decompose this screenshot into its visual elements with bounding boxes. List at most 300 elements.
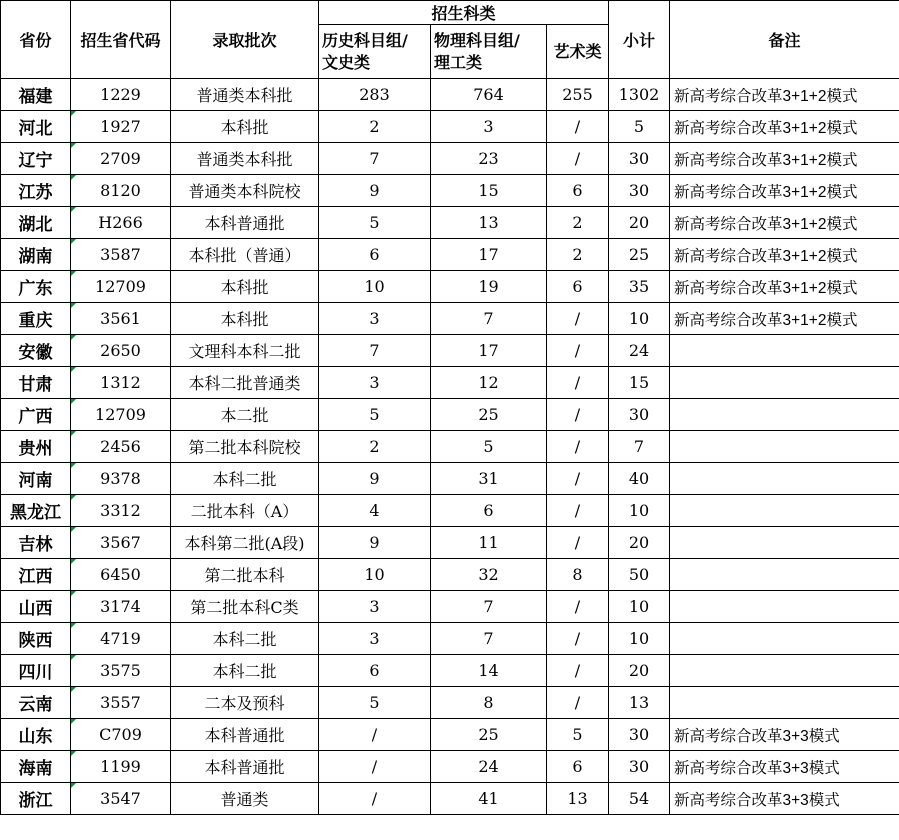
batch-cell — [171, 751, 319, 783]
batch-cell — [171, 463, 319, 495]
note-cell — [670, 175, 899, 207]
art-cell-text: / — [574, 469, 581, 488]
province-cell-text: 山东 — [18, 727, 53, 747]
subtotal-cell — [609, 751, 670, 783]
history-cell — [319, 335, 431, 367]
header-physics-line1: 物理科目组/ — [434, 30, 520, 50]
batch-cell-text: 二本及预科 — [204, 694, 285, 713]
note-cell — [670, 335, 899, 367]
code-cell-text: 1312 — [100, 373, 141, 392]
province-cell — [1, 559, 71, 591]
art-cell — [547, 143, 609, 175]
history-cell-text: 2 — [369, 437, 380, 456]
art-cell-text: 6 — [572, 277, 583, 296]
physics-cell — [431, 175, 547, 207]
error-indicator-icon — [71, 687, 76, 692]
physics-cell — [431, 591, 547, 623]
code-cell — [71, 719, 171, 751]
province-cell-text: 甘肃 — [18, 375, 53, 395]
history-cell — [319, 751, 431, 783]
note-cell — [670, 527, 899, 559]
note-cell — [670, 687, 899, 719]
history-cell — [319, 143, 431, 175]
physics-cell — [431, 303, 547, 335]
header-category-group: 招生科类 — [319, 1, 609, 25]
art-cell — [547, 111, 609, 143]
history-cell-text: 2 — [369, 117, 380, 136]
province-cell — [1, 655, 71, 687]
subtotal-cell — [609, 143, 670, 175]
history-cell-text: 5 — [369, 405, 380, 424]
physics-cell-text: 12 — [478, 373, 499, 392]
history-cell-text: 6 — [369, 661, 380, 680]
note-cell — [670, 495, 899, 527]
art-cell-text: 13 — [567, 789, 588, 808]
batch-cell-text: 本科第二批(A段) — [184, 534, 305, 553]
subtotal-cell — [609, 111, 670, 143]
batch-cell-text: 本科普通批 — [204, 214, 285, 233]
note-cell-text: 新高考综合改革3+3模式 — [674, 727, 840, 745]
physics-cell-text: 5 — [483, 437, 494, 456]
history-cell — [319, 175, 431, 207]
batch-cell — [171, 783, 319, 815]
art-cell-text: / — [574, 341, 581, 360]
physics-cell-text: 3 — [483, 117, 494, 136]
error-indicator-icon — [71, 783, 76, 788]
physics-cell-text: 17 — [478, 245, 499, 264]
province-cell-text: 辽宁 — [18, 151, 53, 171]
code-cell-text: 8120 — [100, 181, 141, 200]
history-cell-text: / — [371, 789, 378, 808]
code-cell — [71, 175, 171, 207]
subtotal-cell-text: 10 — [628, 629, 650, 648]
batch-cell — [171, 335, 319, 367]
subtotal-cell-text: 30 — [628, 149, 650, 168]
art-cell-text: / — [574, 117, 581, 136]
header-art: 艺术类 — [547, 25, 609, 79]
physics-cell-text: 19 — [478, 277, 499, 296]
batch-cell-text: 文理科本科二批 — [188, 342, 301, 361]
art-cell — [547, 783, 609, 815]
subtotal-cell-text: 54 — [628, 789, 650, 808]
province-cell — [1, 527, 71, 559]
art-cell — [547, 591, 609, 623]
subtotal-cell — [609, 623, 670, 655]
physics-cell-text: 7 — [483, 309, 494, 328]
code-cell — [71, 271, 171, 303]
header-batch: 录取批次 — [171, 1, 319, 79]
art-cell — [547, 463, 609, 495]
history-cell-text: 5 — [369, 693, 380, 712]
batch-cell — [171, 399, 319, 431]
note-cell — [670, 431, 899, 463]
table-row — [1, 751, 899, 783]
code-cell-text: 3557 — [100, 693, 141, 712]
art-cell-text: / — [574, 405, 581, 424]
batch-cell-text: 普通类本科批 — [196, 86, 293, 105]
error-indicator-icon — [71, 623, 76, 628]
code-cell-text: 1927 — [100, 117, 141, 136]
subtotal-cell-text: 35 — [628, 277, 650, 296]
subtotal-cell-text: 10 — [628, 309, 650, 328]
physics-cell-text: 31 — [478, 469, 499, 488]
code-cell-text: 4719 — [100, 629, 141, 648]
art-cell-text: / — [574, 309, 581, 328]
note-cell — [670, 79, 899, 111]
province-cell — [1, 687, 71, 719]
art-cell — [547, 207, 609, 239]
table-row — [1, 367, 899, 399]
batch-cell — [171, 303, 319, 335]
code-cell — [71, 559, 171, 591]
code-cell — [71, 431, 171, 463]
batch-cell — [171, 367, 319, 399]
art-cell-text: / — [574, 597, 581, 616]
physics-cell — [431, 335, 547, 367]
art-cell-text: 6 — [572, 181, 583, 200]
subtotal-cell-text: 7 — [633, 437, 645, 456]
subtotal-cell — [609, 303, 670, 335]
note-cell-text: 新高考综合改革3+1+2模式 — [674, 183, 858, 201]
physics-cell — [431, 271, 547, 303]
subtotal-cell — [609, 655, 670, 687]
code-cell-text: 1199 — [100, 757, 141, 776]
physics-cell — [431, 495, 547, 527]
code-cell-text: 2709 — [100, 149, 141, 168]
code-cell-text: 2456 — [100, 437, 141, 456]
subtotal-cell — [609, 719, 670, 751]
table-row — [1, 239, 899, 271]
subtotal-cell — [609, 591, 670, 623]
batch-cell-text: 第二批本科院校 — [188, 438, 301, 457]
province-cell — [1, 175, 71, 207]
note-cell-text: 新高考综合改革3+1+2模式 — [674, 279, 858, 297]
error-indicator-icon — [71, 751, 76, 756]
batch-cell-text: 本科二批 — [212, 662, 277, 681]
code-cell — [71, 143, 171, 175]
physics-cell-text: 7 — [483, 597, 494, 616]
province-cell-text: 贵州 — [18, 439, 53, 459]
batch-cell — [171, 143, 319, 175]
code-cell — [71, 751, 171, 783]
batch-cell-text: 本科批（普通） — [188, 246, 301, 265]
history-cell — [319, 783, 431, 815]
code-cell — [71, 303, 171, 335]
header-province: 省份 — [1, 1, 71, 79]
subtotal-cell-text: 24 — [628, 341, 650, 360]
code-cell — [71, 463, 171, 495]
history-cell — [319, 207, 431, 239]
art-cell — [547, 239, 609, 271]
history-cell — [319, 271, 431, 303]
art-cell — [547, 431, 609, 463]
province-cell-text: 湖南 — [18, 247, 53, 267]
note-cell-text: 新高考综合改革3+1+2模式 — [674, 87, 858, 105]
batch-cell-text: 本科批 — [220, 310, 269, 329]
province-cell-text: 湖北 — [18, 215, 53, 235]
history-cell — [319, 559, 431, 591]
history-cell-text: 9 — [369, 181, 380, 200]
code-cell-text: 3567 — [100, 533, 141, 552]
note-cell — [670, 303, 899, 335]
art-cell — [547, 623, 609, 655]
history-cell-text: 3 — [369, 597, 380, 616]
history-cell-text: / — [371, 757, 378, 776]
note-cell — [670, 207, 899, 239]
code-cell-text: 6450 — [100, 565, 141, 584]
history-cell — [319, 239, 431, 271]
subtotal-cell-text: 5 — [633, 117, 645, 136]
physics-cell — [431, 623, 547, 655]
subtotal-cell — [609, 783, 670, 815]
batch-cell-text: 普通类本科院校 — [188, 182, 301, 201]
physics-cell — [431, 431, 547, 463]
art-cell-text: / — [574, 629, 581, 648]
batch-cell-text: 本二批 — [220, 406, 269, 425]
code-cell-text: 3547 — [100, 789, 141, 808]
art-cell-text: / — [574, 661, 581, 680]
note-cell — [670, 591, 899, 623]
subtotal-cell — [609, 559, 670, 591]
table-row — [1, 559, 899, 591]
table-row — [1, 271, 899, 303]
code-cell-text: 3561 — [100, 309, 141, 328]
error-indicator-icon — [71, 431, 76, 436]
province-cell-text: 四川 — [18, 663, 53, 683]
art-cell — [547, 655, 609, 687]
code-cell-text: H266 — [98, 213, 143, 232]
physics-cell-text: 23 — [478, 149, 499, 168]
table-row — [1, 175, 899, 207]
art-cell — [547, 751, 609, 783]
subtotal-cell — [609, 495, 670, 527]
error-indicator-icon — [71, 271, 76, 276]
error-indicator-icon — [71, 143, 76, 148]
note-cell — [670, 399, 899, 431]
province-cell — [1, 495, 71, 527]
batch-cell — [171, 655, 319, 687]
code-cell — [71, 207, 171, 239]
subtotal-cell-text: 20 — [628, 213, 650, 232]
art-cell — [547, 495, 609, 527]
table-row — [1, 79, 899, 111]
art-cell — [547, 335, 609, 367]
table-row — [1, 495, 899, 527]
code-cell-text: 9378 — [100, 469, 141, 488]
art-cell-text: / — [574, 373, 581, 392]
note-cell — [670, 623, 899, 655]
art-cell — [547, 687, 609, 719]
physics-cell — [431, 207, 547, 239]
physics-cell — [431, 463, 547, 495]
error-indicator-icon — [71, 239, 76, 244]
physics-cell-text: 25 — [478, 725, 499, 744]
physics-cell — [431, 687, 547, 719]
history-cell-text: 7 — [369, 341, 380, 360]
subtotal-cell-text: 20 — [628, 661, 650, 680]
history-cell — [319, 399, 431, 431]
subtotal-cell — [609, 335, 670, 367]
history-cell-text: 10 — [364, 277, 385, 296]
art-cell-text: / — [574, 437, 581, 456]
code-cell — [71, 623, 171, 655]
province-cell-text: 广西 — [18, 407, 53, 427]
batch-cell — [171, 591, 319, 623]
header-physics — [431, 25, 547, 79]
batch-cell-text: 本科批 — [220, 118, 269, 137]
note-cell — [670, 463, 899, 495]
error-indicator-icon — [71, 527, 76, 532]
note-cell-text: 新高考综合改革3+1+2模式 — [674, 119, 858, 137]
code-cell-text: 3174 — [100, 597, 141, 616]
subtotal-cell — [609, 239, 670, 271]
province-cell-text: 江苏 — [18, 183, 53, 203]
physics-cell-text: 17 — [478, 341, 499, 360]
error-indicator-icon — [71, 303, 76, 308]
subtotal-cell-text: 1302 — [618, 85, 660, 104]
code-cell-text: 3587 — [100, 245, 141, 264]
physics-cell — [431, 367, 547, 399]
history-cell-text: 3 — [369, 309, 380, 328]
code-cell-text: 12709 — [95, 277, 146, 296]
art-cell-text: 5 — [572, 725, 583, 744]
subtotal-cell-text: 25 — [628, 245, 650, 264]
code-cell — [71, 655, 171, 687]
history-cell-text: 3 — [369, 629, 380, 648]
physics-cell — [431, 751, 547, 783]
art-cell — [547, 559, 609, 591]
physics-cell-text: 32 — [478, 565, 499, 584]
note-cell-text: 新高考综合改革3+1+2模式 — [674, 215, 858, 233]
art-cell-text: / — [574, 693, 581, 712]
header-subtotal: 小计 — [609, 1, 670, 79]
province-cell — [1, 463, 71, 495]
batch-cell — [171, 719, 319, 751]
province-cell-text: 山西 — [18, 599, 53, 619]
art-cell-text: / — [574, 533, 581, 552]
subtotal-cell-text: 10 — [628, 597, 650, 616]
batch-cell-text: 本科二批 — [212, 630, 277, 649]
error-indicator-icon — [71, 559, 76, 564]
header-code: 招生省代码 — [71, 1, 171, 79]
physics-cell — [431, 719, 547, 751]
province-cell-text: 福建 — [18, 87, 53, 107]
code-cell-text: 3312 — [100, 501, 141, 520]
batch-cell — [171, 271, 319, 303]
note-cell — [670, 367, 899, 399]
province-cell — [1, 143, 71, 175]
subtotal-cell — [609, 463, 670, 495]
province-cell — [1, 367, 71, 399]
error-indicator-icon — [71, 335, 76, 340]
physics-cell-text: 8 — [483, 693, 494, 712]
art-cell — [547, 79, 609, 111]
batch-cell-text: 本科普通批 — [204, 758, 285, 777]
code-cell — [71, 79, 171, 111]
table-row — [1, 623, 899, 655]
province-cell — [1, 271, 71, 303]
note-cell — [670, 239, 899, 271]
header-note: 备注 — [670, 1, 899, 79]
history-cell-text: / — [371, 725, 378, 744]
code-cell-text: 2650 — [100, 341, 141, 360]
province-cell-text: 江西 — [18, 567, 53, 587]
art-cell — [547, 719, 609, 751]
physics-cell — [431, 79, 547, 111]
batch-cell-text: 本科普通批 — [204, 726, 285, 745]
table-row — [1, 111, 899, 143]
province-cell — [1, 111, 71, 143]
physics-cell-text: 41 — [478, 789, 499, 808]
batch-cell-text: 第二批本科C类 — [190, 598, 299, 617]
physics-cell-text: 14 — [478, 661, 499, 680]
history-cell — [319, 367, 431, 399]
batch-cell-text: 普通类 — [220, 790, 269, 809]
province-cell — [1, 399, 71, 431]
note-cell-text: 新高考综合改革3+3模式 — [674, 791, 840, 809]
code-cell — [71, 399, 171, 431]
history-cell — [319, 591, 431, 623]
province-cell-text: 广东 — [18, 279, 53, 299]
error-indicator-icon — [71, 495, 76, 500]
batch-cell — [171, 431, 319, 463]
province-cell-text: 陕西 — [18, 631, 53, 651]
history-cell-text: 283 — [359, 85, 390, 104]
history-cell — [319, 431, 431, 463]
physics-cell — [431, 239, 547, 271]
history-cell — [319, 111, 431, 143]
note-cell-text: 新高考综合改革3+1+2模式 — [674, 311, 858, 329]
art-cell-text: 6 — [572, 757, 583, 776]
batch-cell-text: 本科批 — [220, 278, 269, 297]
history-cell — [319, 495, 431, 527]
batch-cell — [171, 623, 319, 655]
subtotal-cell-text: 30 — [628, 757, 650, 776]
table-row — [1, 527, 899, 559]
art-cell — [547, 175, 609, 207]
table-row — [1, 399, 899, 431]
batch-cell — [171, 495, 319, 527]
error-indicator-icon — [71, 655, 76, 660]
physics-cell — [431, 111, 547, 143]
province-cell-text: 浙江 — [18, 791, 53, 811]
province-cell-text: 河南 — [18, 471, 53, 491]
subtotal-cell-text: 15 — [628, 373, 650, 392]
table-row — [1, 719, 899, 751]
history-cell — [319, 719, 431, 751]
subtotal-cell — [609, 367, 670, 399]
code-cell-text: 12709 — [95, 405, 146, 424]
physics-cell — [431, 527, 547, 559]
batch-cell-text: 第二批本科 — [204, 566, 285, 585]
code-cell — [71, 527, 171, 559]
header-physics-line2: 理工类 — [434, 52, 483, 72]
code-cell — [71, 367, 171, 399]
province-cell — [1, 783, 71, 815]
art-cell-text: 2 — [572, 213, 583, 232]
note-cell — [670, 143, 899, 175]
art-cell-text: 2 — [572, 245, 583, 264]
province-cell — [1, 335, 71, 367]
province-cell — [1, 303, 71, 335]
note-cell — [670, 719, 899, 751]
physics-cell-text: 7 — [483, 629, 494, 648]
subtotal-cell-text: 50 — [628, 565, 650, 584]
subtotal-cell-text: 13 — [628, 693, 650, 712]
subtotal-cell-text: 30 — [628, 181, 650, 200]
header-history-line2: 文史类 — [322, 52, 371, 72]
note-cell — [670, 271, 899, 303]
